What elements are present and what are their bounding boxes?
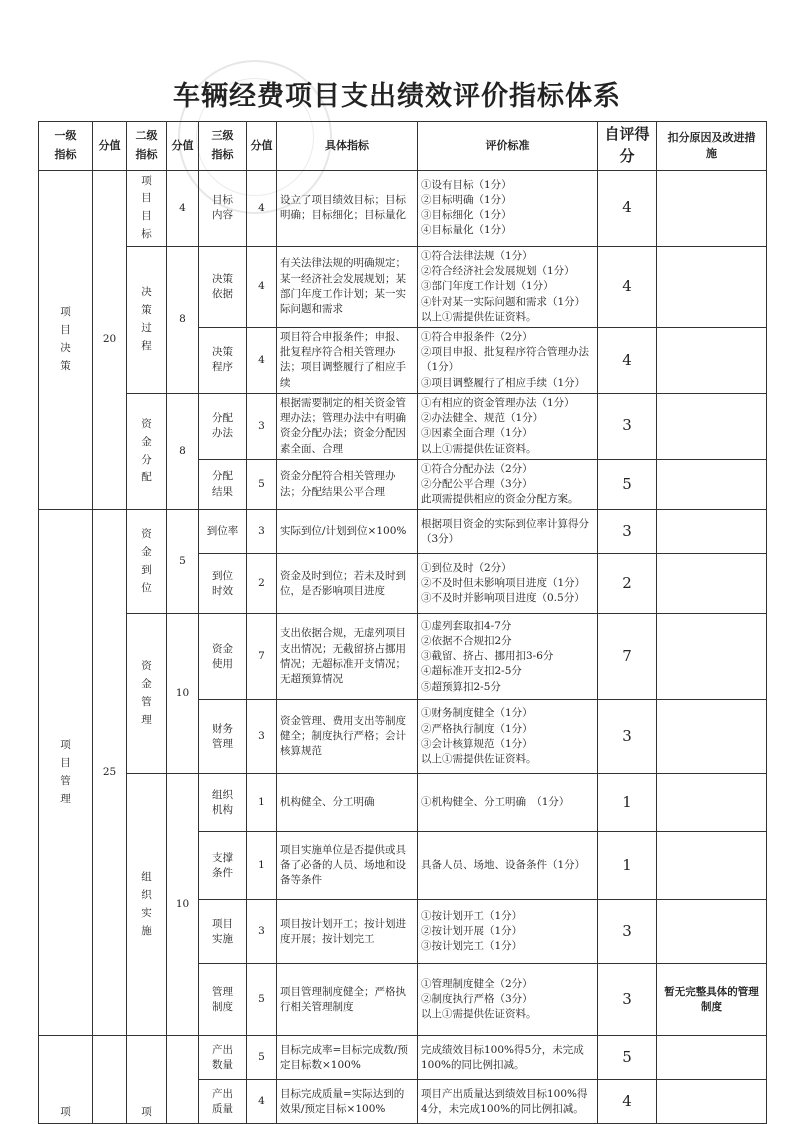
level3-cell: 到位率 bbox=[199, 510, 247, 554]
deduction-cell bbox=[657, 510, 767, 554]
indicator-cell: 资金管理、费用支出等制度健全；制度执行严格；会计核算规范 bbox=[277, 700, 418, 774]
level2-score-cell: 8 bbox=[167, 393, 199, 510]
level2-cell: 资 金 到 位 bbox=[127, 510, 167, 614]
table-row bbox=[39, 246, 767, 327]
indicator-cell: 项目按计划开工；按计划进度开展；按计划完工 bbox=[277, 900, 418, 964]
deduction-cell bbox=[657, 1036, 767, 1080]
table-row bbox=[39, 510, 767, 554]
deduction-cell bbox=[657, 246, 767, 327]
criteria-cell: ①有相应的资金管理办法（1分） ②办法健全、规范（1分） ③因素全面合理（1分） 以上①需提供佐证资料。 bbox=[418, 393, 598, 459]
header-level3: 三级 指标 bbox=[199, 122, 247, 171]
level2-score-cell: 4 bbox=[167, 170, 199, 246]
level3-score-cell: 3 bbox=[247, 393, 277, 459]
level1-score-cell bbox=[93, 1036, 127, 1124]
level3-cell: 支撑 条件 bbox=[199, 832, 247, 900]
indicator-cell: 实际到位/计划到位×100% bbox=[277, 510, 418, 554]
level3-score-cell: 3 bbox=[247, 510, 277, 554]
deduction-cell bbox=[657, 900, 767, 964]
deduction-cell bbox=[657, 459, 767, 510]
deduction-cell bbox=[657, 393, 767, 459]
level3-cell: 产出 质量 bbox=[199, 1080, 247, 1124]
level3-cell: 到位 时效 bbox=[199, 554, 247, 614]
header-self-score: 自评得 分 bbox=[598, 122, 657, 171]
criteria-cell: ①虚列套取扣4-7分 ②依据不合规扣2分 ③截留、挤占、挪用扣3-6分 ④超标准开支扣2-5分 ⑤超预算扣2-5分 bbox=[418, 614, 598, 700]
level3-cell: 分配 结果 bbox=[199, 459, 247, 510]
deduction-cell bbox=[657, 327, 767, 393]
criteria-cell: 根据项目资金的实际到位率计算得分（3分） bbox=[418, 510, 598, 554]
level2-cell: 项 目 目 标 bbox=[127, 170, 167, 246]
level3-cell: 目标 内容 bbox=[199, 170, 247, 246]
header-level1: 一级 指标 bbox=[39, 122, 93, 171]
level3-score-cell: 5 bbox=[247, 1036, 277, 1080]
criteria-cell: ①符合法律法规（1分） ②符合经济社会发展规划（1分） ③部门年度工作计划（1分） ④针对某一实际问题和需求（1分） 以上①需提供佐证资料。 bbox=[418, 246, 598, 327]
header-indicator: 具体指标 bbox=[277, 122, 418, 171]
indicator-cell: 资金及时到位；若未及时到位，是否影响项目进度 bbox=[277, 554, 418, 614]
level3-score-cell: 4 bbox=[247, 327, 277, 393]
level3-score-cell: 4 bbox=[247, 170, 277, 246]
indicator-cell: 目标完成率=目标完成数/预定目标数×100% bbox=[277, 1036, 418, 1080]
self-score-cell: 2 bbox=[598, 554, 657, 614]
level3-cell: 分配 办法 bbox=[199, 393, 247, 459]
criteria-cell: ①按计划开工（1分） ②按计划开展（1分） ③按计划完工（1分） bbox=[418, 900, 598, 964]
level3-cell: 产出 数量 bbox=[199, 1036, 247, 1080]
level3-cell: 管理 制度 bbox=[199, 964, 247, 1036]
self-score-cell: 7 bbox=[598, 614, 657, 700]
criteria-cell: 具备人员、场地、设备条件（1分） bbox=[418, 832, 598, 900]
criteria-cell: ①符合申报条件（2分） ②项目申报、批复程序符合管理办法（1分） ③项目调整履行了相应手续（1分） bbox=[418, 327, 598, 393]
self-score-cell: 3 bbox=[598, 964, 657, 1036]
indicator-cell: 有关法律法规的明确规定；某一经济社会发展规划；某部门年度工作计划；某一实际问题和需求 bbox=[277, 246, 418, 327]
level3-cell: 财务 管理 bbox=[199, 700, 247, 774]
deduction-cell bbox=[657, 614, 767, 700]
self-score-cell: 3 bbox=[598, 510, 657, 554]
header-level3-score: 分值 bbox=[247, 122, 277, 171]
self-score-cell: 3 bbox=[598, 900, 657, 964]
level2-cell: 决 策 过 程 bbox=[127, 246, 167, 393]
criteria-cell: ①设有目标（1分） ②目标明确（1分） ③目标细化（1分） ④目标量化（1分） bbox=[418, 170, 598, 246]
level2-score-cell: 5 bbox=[167, 510, 199, 614]
header-criteria: 评价标准 bbox=[418, 122, 598, 171]
level3-score-cell: 3 bbox=[247, 900, 277, 964]
self-score-cell: 1 bbox=[598, 774, 657, 832]
level3-cell: 项目 实施 bbox=[199, 900, 247, 964]
level2-score-cell bbox=[167, 1036, 199, 1124]
table-row bbox=[39, 1036, 767, 1080]
level3-score-cell: 4 bbox=[247, 1080, 277, 1124]
criteria-cell: ①财务制度健全（1分） ②严格执行制度（1分） ③会计核算规范（1分） 以上①需提供佐证资料。 bbox=[418, 700, 598, 774]
evaluation-table bbox=[38, 121, 767, 1124]
criteria-cell: ①符合分配办法（2分） ②分配公平合理（3分） 此项需提供相应的资金分配方案。 bbox=[418, 459, 598, 510]
header-level1-score: 分值 bbox=[93, 122, 127, 171]
deduction-cell bbox=[657, 700, 767, 774]
level3-cell: 组织 机构 bbox=[199, 774, 247, 832]
level3-score-cell: 1 bbox=[247, 774, 277, 832]
self-score-cell: 4 bbox=[598, 1080, 657, 1124]
level1-cell: 项 目 决 策 bbox=[39, 170, 93, 510]
self-score-cell: 5 bbox=[598, 1036, 657, 1080]
level1-score-cell: 20 bbox=[93, 170, 127, 510]
level2-cell: 项 bbox=[127, 1036, 167, 1124]
indicator-cell: 目标完成质量=实际达到的效果/预定目标×100% bbox=[277, 1080, 418, 1124]
level3-score-cell: 1 bbox=[247, 832, 277, 900]
indicator-cell: 根据需要制定的相关资金管理办法；管理办法中有明确资金分配办法；资金分配因素全面、合理 bbox=[277, 393, 418, 459]
level1-score-cell: 25 bbox=[93, 510, 127, 1036]
deduction-cell bbox=[657, 1080, 767, 1124]
level1-cell: 项 目 管 理 bbox=[39, 510, 93, 1036]
table-row bbox=[39, 774, 767, 832]
indicator-cell: 项目实施单位是否提供或具备了必备的人员、场地和设备等条件 bbox=[277, 832, 418, 900]
level3-score-cell: 4 bbox=[247, 246, 277, 327]
indicator-cell: 支出依据合规，无虚列项目支出情况；无截留挤占挪用情况；无超标准开支情况；无超预算情况 bbox=[277, 614, 418, 700]
criteria-cell: ①机构健全、分工明确 （1分） bbox=[418, 774, 598, 832]
self-score-cell: 3 bbox=[598, 700, 657, 774]
level2-score-cell: 10 bbox=[167, 774, 199, 1036]
header-row bbox=[39, 122, 767, 171]
criteria-cell: 项目产出质量达到绩效目标100%得4分，未完成100%的同比例扣减。 bbox=[418, 1080, 598, 1124]
header-level2-score: 分值 bbox=[167, 122, 199, 171]
criteria-cell: ①到位及时（2分） ②不及时但未影响项目进度（1分） ③不及时并影响项目进度（0.5分） bbox=[418, 554, 598, 614]
deduction-cell: 暂无完整具体的管理制度 bbox=[657, 964, 767, 1036]
header-deduction: 扣分原因及改进措 施 bbox=[657, 122, 767, 171]
level3-score-cell: 3 bbox=[247, 700, 277, 774]
deduction-cell bbox=[657, 554, 767, 614]
level2-cell: 组 织 实 施 bbox=[127, 774, 167, 1036]
level3-cell: 决策 依据 bbox=[199, 246, 247, 327]
criteria-cell: ①管理制度健全（2分） ②制度执行严格（3分） 以上①需提供佐证资料。 bbox=[418, 964, 598, 1036]
level2-cell: 资 金 管 理 bbox=[127, 614, 167, 774]
table-row bbox=[39, 614, 767, 700]
level3-score-cell: 5 bbox=[247, 459, 277, 510]
level2-cell: 资 金 分 配 bbox=[127, 393, 167, 510]
self-score-cell: 5 bbox=[598, 459, 657, 510]
indicator-cell: 设立了项目绩效目标；目标明确；目标细化；目标量化 bbox=[277, 170, 418, 246]
self-score-cell: 1 bbox=[598, 832, 657, 900]
self-score-cell: 4 bbox=[598, 246, 657, 327]
header-level2: 二级 指标 bbox=[127, 122, 167, 171]
level3-score-cell: 2 bbox=[247, 554, 277, 614]
self-score-cell: 3 bbox=[598, 393, 657, 459]
deduction-cell bbox=[657, 832, 767, 900]
self-score-cell: 4 bbox=[598, 327, 657, 393]
criteria-cell: 完成绩效目标100%得5分，未完成100%的同比例扣减。 bbox=[418, 1036, 598, 1080]
indicator-cell: 项目管理制度健全；严格执行相关管理制度 bbox=[277, 964, 418, 1036]
table-row bbox=[39, 170, 767, 246]
deduction-cell bbox=[657, 774, 767, 832]
level2-score-cell: 8 bbox=[167, 246, 199, 393]
indicator-cell: 机构健全、分工明确 bbox=[277, 774, 418, 832]
indicator-cell: 资金分配符合相关管理办法；分配结果公平合理 bbox=[277, 459, 418, 510]
level3-score-cell: 7 bbox=[247, 614, 277, 700]
page-title: 车辆经费项目支出绩效评价指标体系 bbox=[173, 81, 621, 112]
level3-cell: 资金 使用 bbox=[199, 614, 247, 700]
indicator-cell: 项目符合申报条件；申报、批复程序符合相关管理办法；项目调整履行了相应手续 bbox=[277, 327, 418, 393]
table-row bbox=[39, 393, 767, 459]
level3-score-cell: 5 bbox=[247, 964, 277, 1036]
level3-cell: 决策 程序 bbox=[199, 327, 247, 393]
deduction-cell bbox=[657, 170, 767, 246]
level1-cell: 项 bbox=[39, 1036, 93, 1124]
level2-score-cell: 10 bbox=[167, 614, 199, 774]
self-score-cell: 4 bbox=[598, 170, 657, 246]
